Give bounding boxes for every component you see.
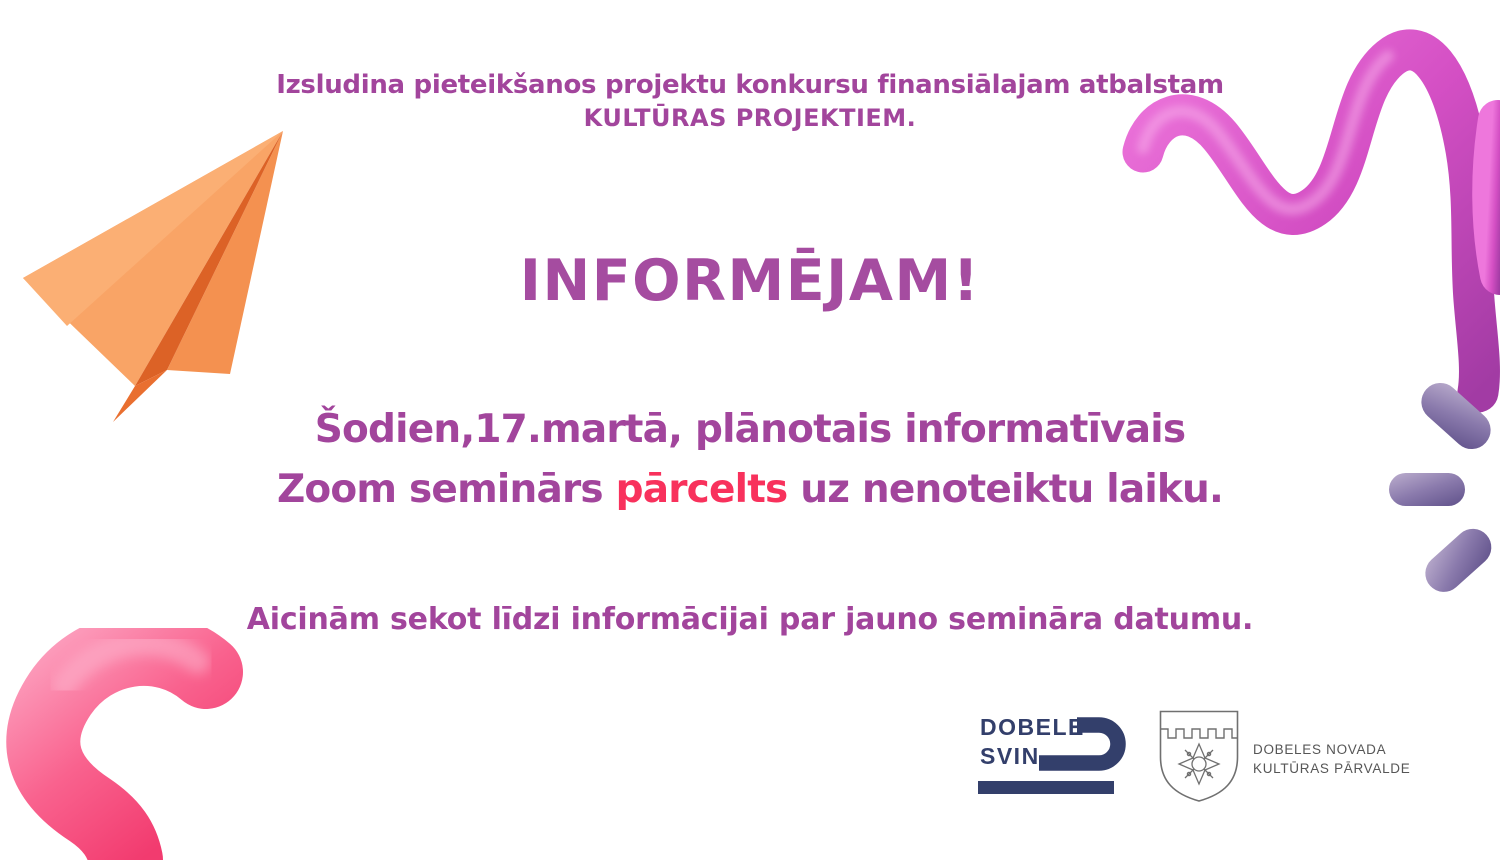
page-title: INFORMĒJAM! [519, 248, 981, 314]
dobele-svin-logo [975, 712, 1130, 798]
dobele-coat-of-arms-icon [1158, 709, 1240, 805]
organization-name-line1: DOBELES NOVADA [1253, 742, 1387, 757]
dobele-svin-logo-line2: SVIN [980, 743, 1040, 769]
intro-text [0, 68, 1500, 134]
body-line-2 [0, 460, 1500, 520]
intro-line-2: KULTŪRAS PROJEKTIEM. [583, 104, 917, 132]
body-line-2-post: uz nenoteiktu laiku. [787, 467, 1224, 512]
body-line-2-pre: Zoom seminārs [276, 467, 616, 512]
announcement-body [0, 400, 1500, 520]
follow-up-note: Aicinām sekot līdzi informācijai par jauno semināra datumu. [246, 602, 1254, 637]
highlighted-word: pārcelts [615, 467, 788, 512]
organization-name [1253, 740, 1410, 778]
dobele-svin-logo-bar [978, 781, 1114, 794]
dobele-svin-logo-mark [1037, 714, 1129, 772]
intro-line-1: Izsludina pieteikšanos projektu konkursu finansiālajam atbalstam [276, 70, 1224, 100]
organization-name-line2: KULTŪRAS PĀRVALDE [1253, 761, 1411, 776]
dobele-svin-logo-line1: DOBELE [980, 714, 1085, 740]
body-line-1: Šodien,17.martā, plānotais informatīvais [314, 407, 1186, 452]
pink-tube-icon [0, 628, 290, 860]
